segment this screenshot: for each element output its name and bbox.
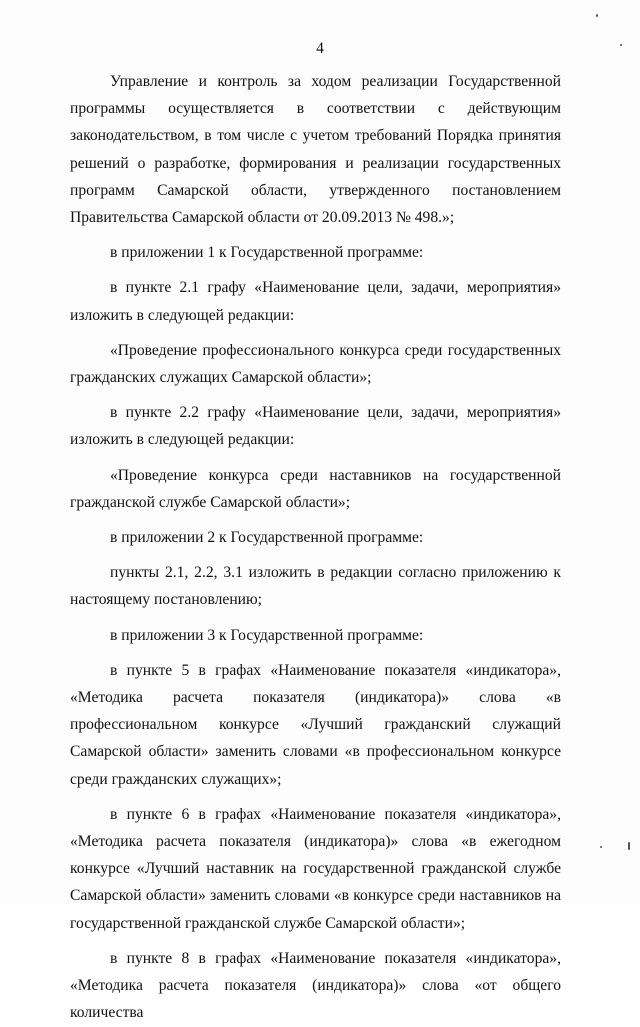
paragraph-appendix-2-heading: в приложении 2 к Государственной программе:	[110, 529, 424, 547]
page-number: 4	[316, 40, 324, 57]
scan-speck	[628, 842, 630, 850]
paragraph-item-2-2-new-text: «Проведение конкурса среди наставников на государственной гражданской службе Самарской области»;	[70, 466, 561, 511]
document-body	[70, 68, 561, 1027]
paragraph-item-8: в пункте 8 в графах «Наименование показателя «индикатора», «Методика расчета показателя (индикатора)» слова «от общего количества	[70, 949, 561, 1022]
paragraph-item-5: в пункте 5 в графах «Наименование показателя «индикатора», «Методика расчета показателя (индикатора)» слова «в профессиональном конкурсе «Лучший гражданский служащий Самарской области» заменить словами «в профессиональном конкурсе среди гражданских служащих»;	[70, 661, 561, 788]
paragraph-item-2-1-new-text: «Проведение профессионального конкурса среди государственных гражданских служащих Самарской области»;	[70, 341, 561, 387]
paragraph-appendix-1-heading: в приложении 1 к Государственной программе:	[110, 244, 424, 262]
scan-speck	[620, 44, 622, 46]
paragraph-items-2-1-2-2-3-1: пункты 2.1, 2.2, 3.1 изложить в редакции согласно приложению к настоящему постановлению;	[70, 564, 561, 609]
scan-speck	[600, 846, 602, 848]
paragraph-item-2-1: в пункте 2.1 графу «Наименование цели, задачи, мероприятия» изложить в следующей редакции:	[70, 279, 561, 324]
scan-speck	[596, 14, 598, 17]
paragraph-appendix-3-heading: в приложении 3 к Государственной программе:	[110, 626, 424, 644]
paragraph-program-management: Управление и контроль за ходом реализации Государственной программы осуществляется в соответствии с действующим законодательством, в том числе с учетом требований Порядка принятия решений о разработке, формирования и реализации государственных программ Самарской области, утвержденного постановлением Правительства Самарской области от 20.09.2013 № 498.»;	[70, 73, 561, 227]
paragraph-item-2-2: в пункте 2.2 графу «Наименование цели, задачи, мероприятия» изложить в следующей редакции:	[70, 404, 561, 449]
paragraph-item-6: в пункте 6 в графах «Наименование показателя «индикатора», «Методика расчета показателя (индикатора)» слова «в ежегодном конкурсе «Лучший наставник на государственной гражданской службе Самарской области» заменить словами «в конкурсе среди наставников на государственной гражданской службе Самарской области»;	[70, 805, 561, 932]
